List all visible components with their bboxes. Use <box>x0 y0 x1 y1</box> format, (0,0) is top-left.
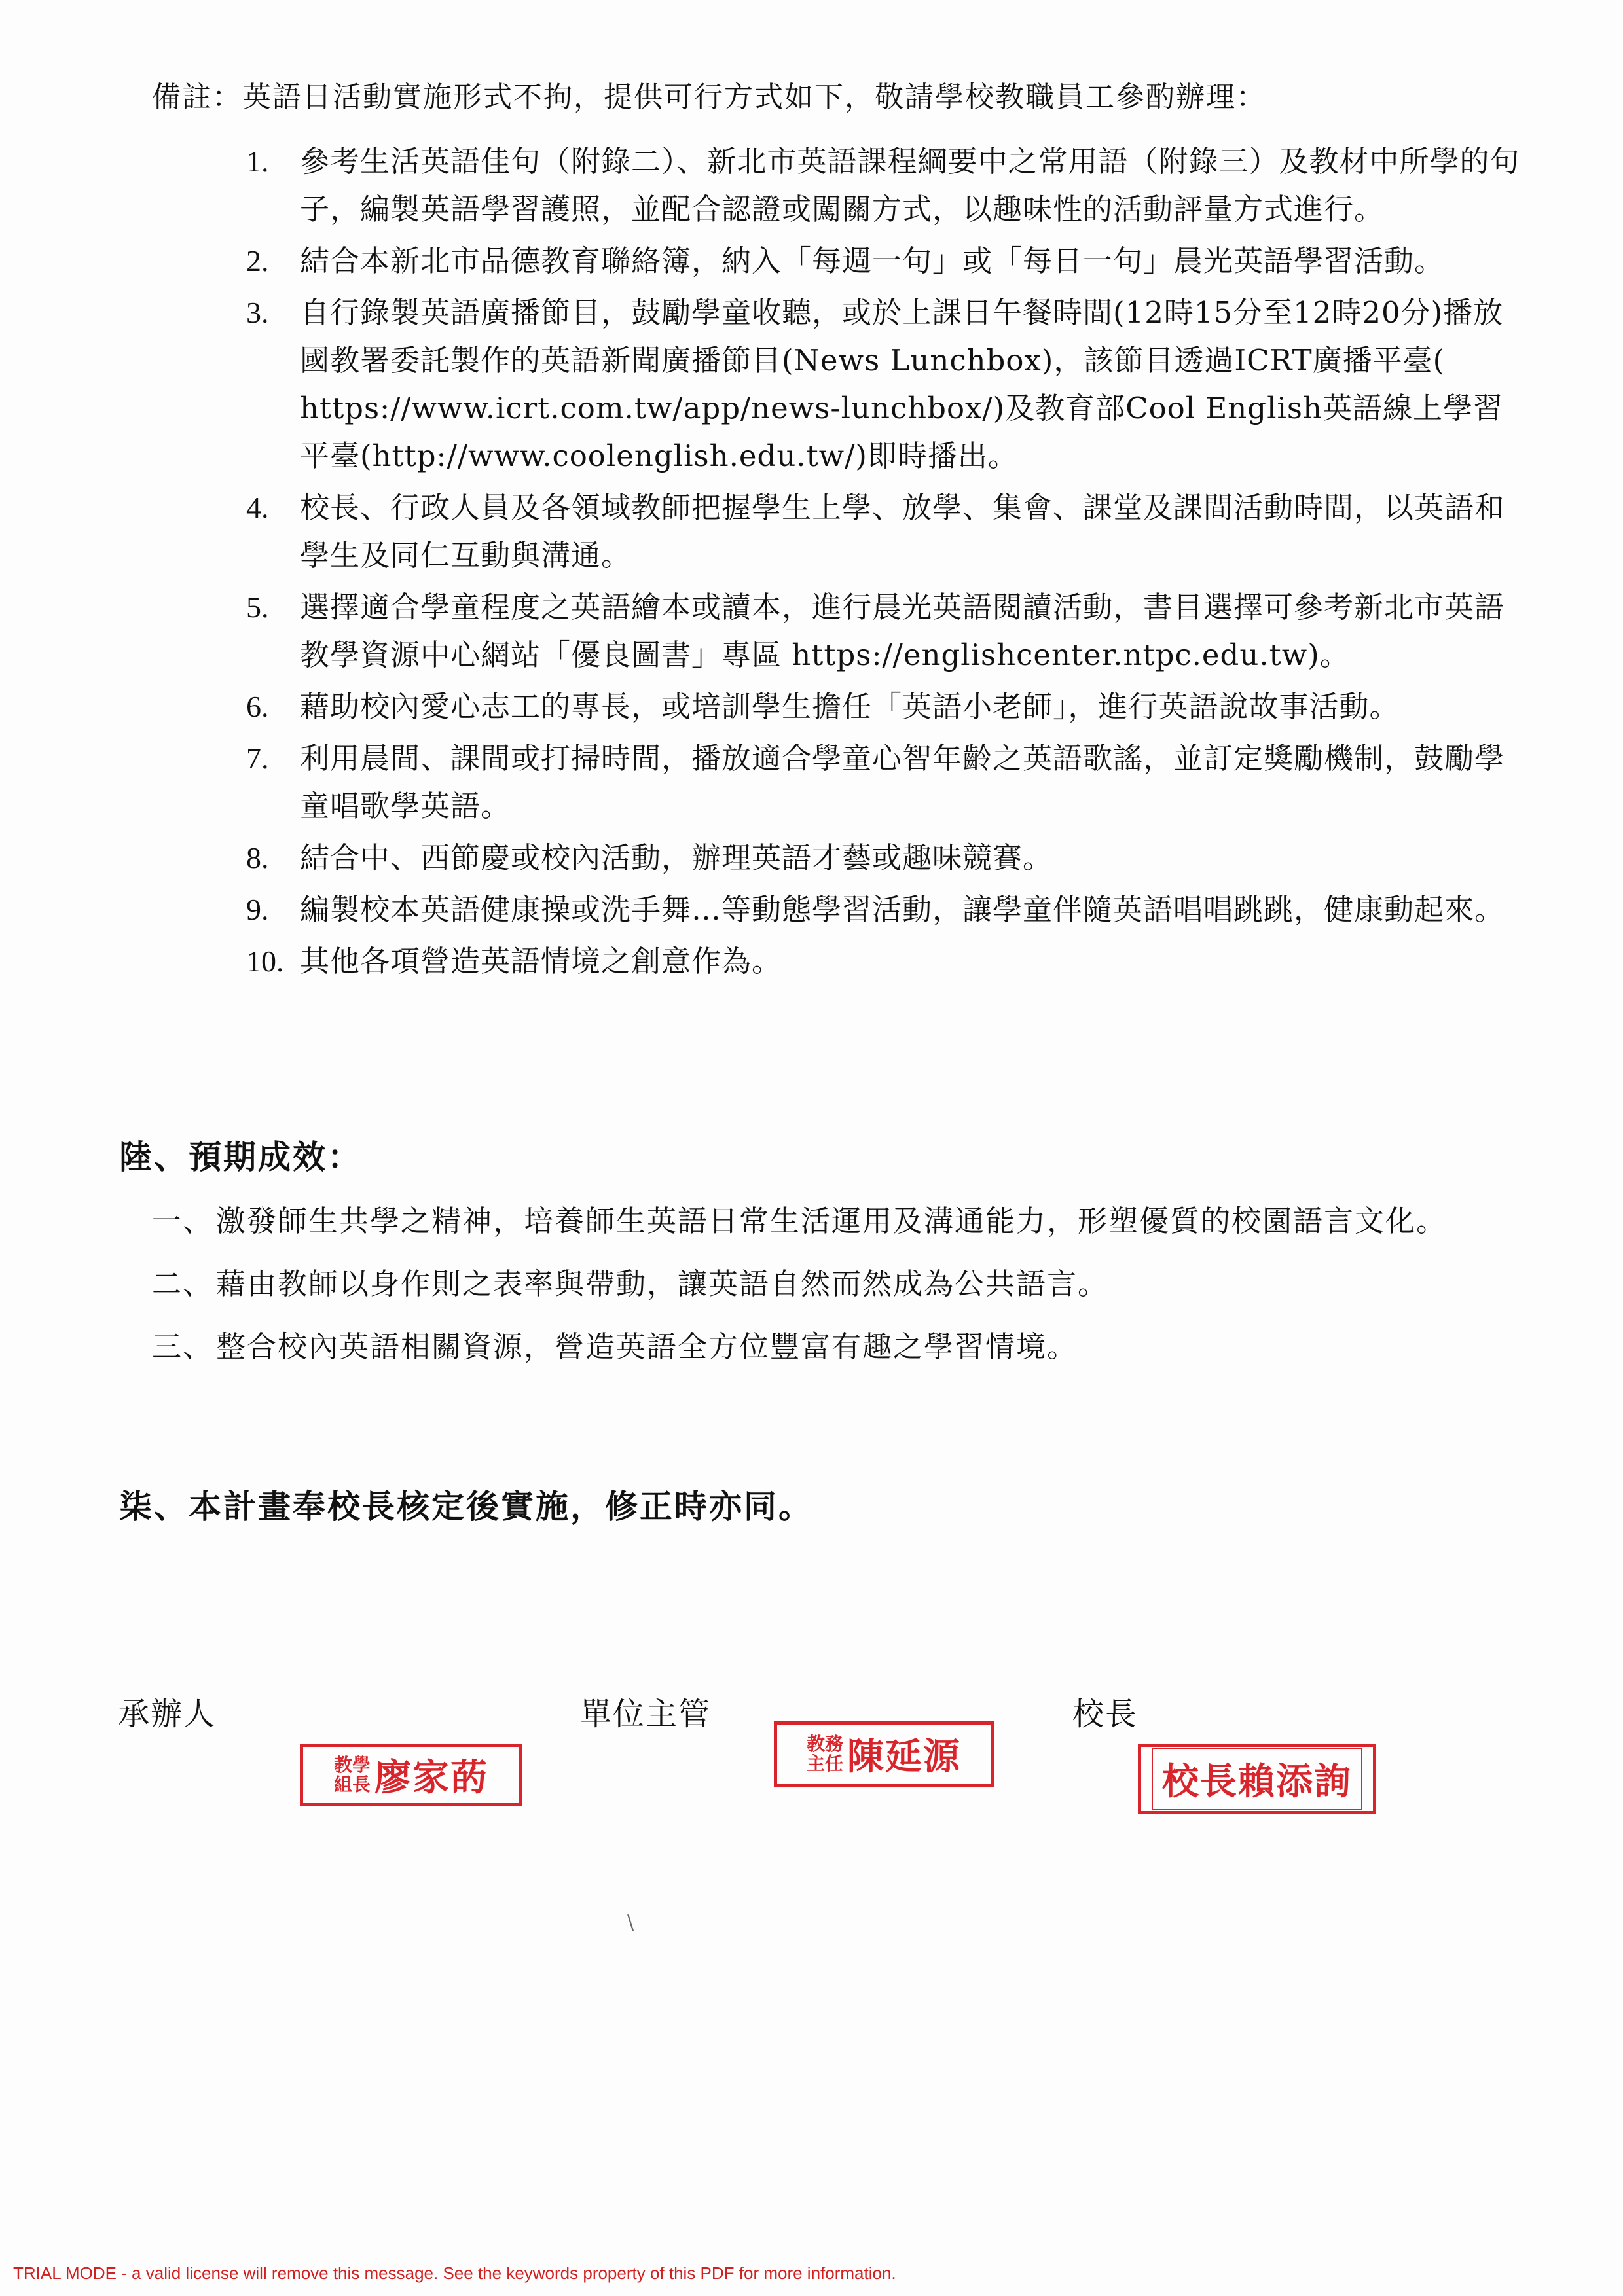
item-text: 自行錄製英語廣播節目，鼓勵學童收聽，或於上課日午餐時間(12時15分至12時20分)播放國教署委託製作的英語新聞廣播節目(News Lunchbox)，該節目透過ICRT廣播平臺( https://www.icrt.com.tw/app/news-lunchbox/)及教育部Cool English英語線上學習平臺(http://www.coolenglish.edu.tw/)即時播出。 <box>300 295 1504 473</box>
item-text: 其他各項營造英語情境之創意作為。 <box>300 944 782 978</box>
supervisor-label: 單位主管 <box>580 1696 712 1732</box>
list-item <box>246 237 1523 285</box>
result-prefix: 二、 <box>152 1266 214 1301</box>
list-item <box>246 834 1523 882</box>
list-item <box>246 937 1523 985</box>
supervisor-stamp <box>774 1721 994 1787</box>
list-item <box>246 583 1523 679</box>
result-prefix: 一、 <box>152 1204 214 1238</box>
handler-stamp <box>300 1744 522 1806</box>
result-text: 激發師生共學之精神，培養師生英語日常生活運用及溝通能力，形塑優質的校園語言文化。 <box>216 1204 1448 1238</box>
principal-stamp <box>1138 1744 1376 1814</box>
item-number: 10. <box>246 944 284 978</box>
stamp-title-bottom: 組長 <box>333 1774 371 1795</box>
stamp-title-top: 教學 <box>333 1754 371 1776</box>
result-prefix: 三、 <box>152 1329 214 1364</box>
item-number: 2. <box>246 244 269 278</box>
result-point <box>152 1190 1481 1253</box>
result-point <box>152 1316 1481 1378</box>
stamp-name: 廖家菂 <box>374 1757 488 1799</box>
list-item <box>246 484 1523 579</box>
result-text: 整合校內英語相關資源，營造英語全方位豐富有趣之學習情境。 <box>216 1329 1078 1364</box>
result-point <box>152 1253 1481 1316</box>
item-number: 6. <box>246 690 269 723</box>
item-number: 8. <box>246 841 269 874</box>
item-text: 藉助校內愛心志工的專長，或培訓學生擔任「英語小老師」，進行英語說故事活動。 <box>300 689 1400 724</box>
stamp-title-bottom: 主任 <box>806 1753 843 1774</box>
expected-results <box>152 1190 1481 1378</box>
item-number: 9. <box>246 893 269 926</box>
item-text: 選擇適合學童程度之英語繪本或讀本，進行晨光英語閱讀活動，書目選擇可參考新北市英語教學資源中心網站「優良圖書」專區 https://englishcenter.ntpc.edu.tw)。 <box>300 590 1505 672</box>
result-text: 藉由教師以身作則之表率與帶動，讓英語自然而然成為公共語言。 <box>216 1266 1109 1301</box>
principal-label: 校長 <box>1072 1696 1139 1732</box>
activity-list <box>246 137 1523 989</box>
list-item <box>246 137 1523 233</box>
item-number: 1. <box>246 145 269 178</box>
item-number: 7. <box>246 742 269 775</box>
list-item <box>246 734 1523 830</box>
scan-speck: \ <box>627 1911 634 1934</box>
trial-notice: TRIAL MODE - a valid license will remove this message. See the keywords property of this PDF for more information. <box>13 2263 896 2283</box>
stamp-title-top: 教務 <box>806 1733 843 1755</box>
item-number: 5. <box>246 590 269 624</box>
item-text: 校長、行政人員及各領域教師把握學生上學、放學、集會、課堂及課間活動時間，以英語和學生及同仁互動與溝通。 <box>300 490 1505 573</box>
item-text: 利用晨間、課間或打掃時間，播放適合學童心智年齡之英語歌謠，並訂定獎勵機制，鼓勵學童唱歌學英語。 <box>300 741 1505 823</box>
stamp-name: 陳延源 <box>847 1736 961 1778</box>
stamp-name: 校長賴添詢 <box>1162 1761 1352 1803</box>
item-number: 3. <box>246 296 269 329</box>
list-item <box>246 886 1523 933</box>
item-text: 結合中、西節慶或校內活動，辦理英語才藝或趣味競賽。 <box>300 840 1053 875</box>
item-text: 參考生活英語佳句（附錄二）、新北市英語課程綱要中之常用語（附錄三）及教材中所學的句子，編製英語學習護照，並配合認證或闖關方式，以趣味性的活動評量方式進行。 <box>300 144 1520 226</box>
list-item <box>246 289 1523 480</box>
item-text: 結合本新北市品德教育聯絡簿，納入「每週一句」或「每日一句」晨光英語學習活動。 <box>300 243 1445 278</box>
section-6-title: 陸、預期成效： <box>119 1138 362 1176</box>
item-text: 編製校本英語健康操或洗手舞…等動態學習活動，讓學童伴隨英語唱唱跳跳，健康動起來。 <box>300 892 1505 927</box>
list-item <box>246 683 1523 730</box>
section-7-title: 柒、本計畫奉校長核定後實施，修正時亦同。 <box>119 1487 813 1526</box>
item-number: 4. <box>246 491 269 524</box>
remark-text: 備註：英語日活動實施形式不拘，提供可行方式如下，敬請學校教職員工參酌辦理： <box>152 81 1266 114</box>
handler-label: 承辦人 <box>118 1696 217 1732</box>
